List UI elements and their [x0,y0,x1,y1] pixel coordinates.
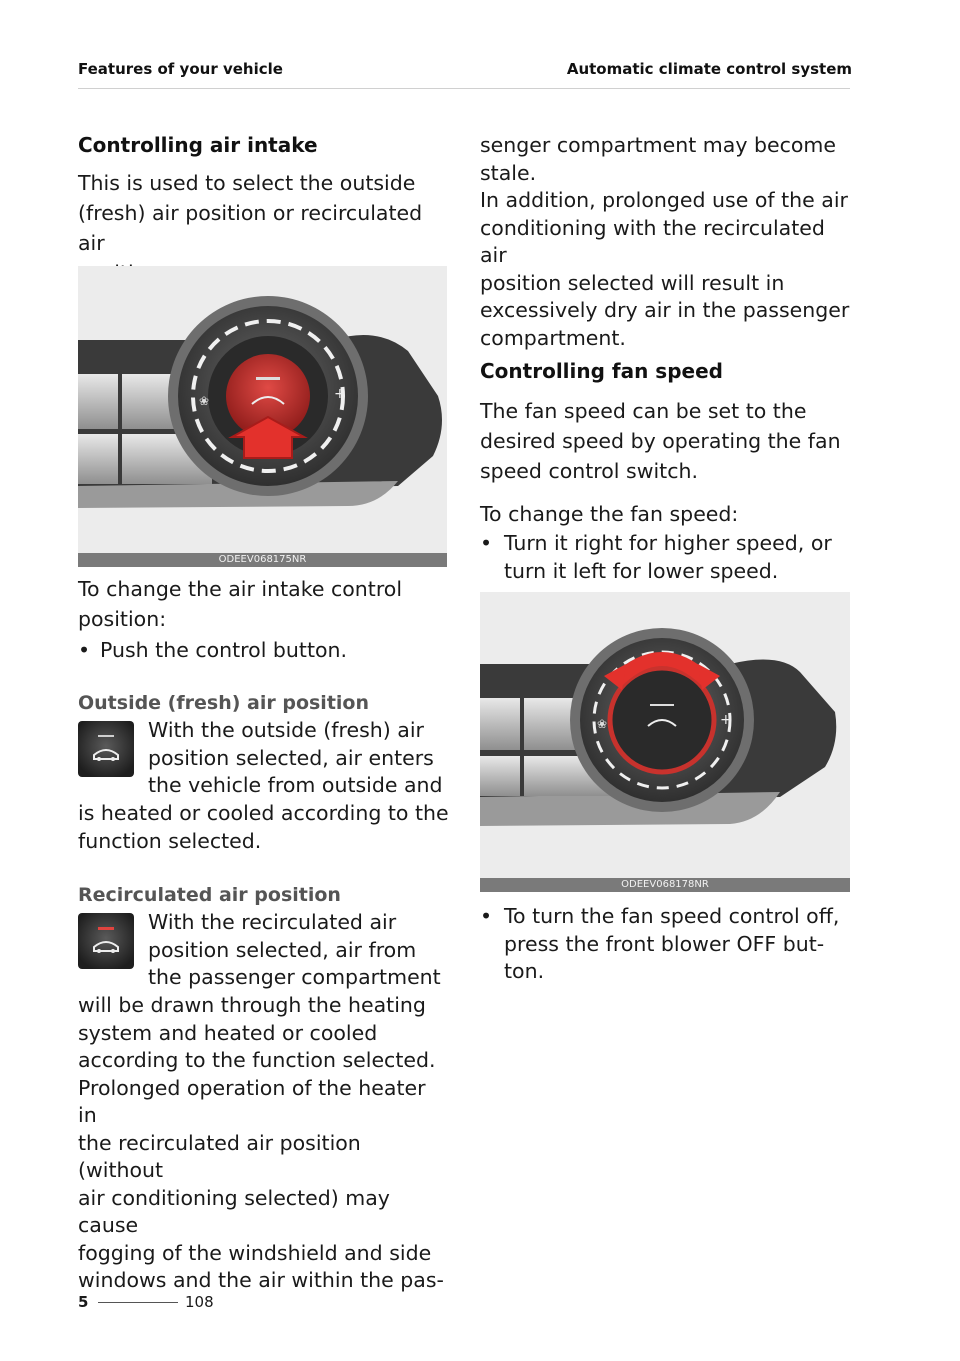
figure-air-intake-button [78,266,447,567]
text-line: the recirculated air position (without [78,1130,361,1182]
text-line: function selected. [78,828,262,853]
text-line: senger compartment may become [480,133,837,157]
outside-air-text-indented [148,717,448,800]
text-line: desired speed by operating the fan [480,429,841,453]
text-line: the passenger compartment [148,965,441,989]
climate-panel-illustration [78,266,447,567]
figure-fan-speed-knob [480,592,850,892]
text-line: (fresh) air position or recirculated air [78,201,423,255]
outside-air-text [78,800,450,855]
svg-text:❀: ❀ [597,717,608,731]
text-line: system and heated or cooled [78,1020,378,1045]
section-title-air-intake: Controlling air intake [78,133,318,157]
text-line: position: [78,607,167,631]
header-chapter-title: Automatic climate control system [566,60,852,78]
footer-chapter-number: 5 [78,1293,89,1311]
figure-caption: ODEEV068175NR [78,553,447,567]
text-line: speed control switch. [480,459,698,483]
text-line: turn it left for lower speed. [504,558,779,583]
text-line: The fan speed can be set to the [480,399,807,423]
text-line: will be drawn through the heating [78,993,426,1017]
text-line: In addition, prolonged use of the air [480,188,848,212]
bullet-icon: • [78,638,91,662]
fresh-air-button-icon [78,721,134,777]
text-line: stale. [480,160,537,185]
outside-air-title: Outside (fresh) air position [78,692,369,714]
text-line: the vehicle from outside and [148,773,443,797]
text-line: is heated or cooled according to the [78,801,449,825]
section-title-fan-speed: Controlling fan speed [480,359,723,383]
header-divider [78,88,850,89]
text-line: compartment. [480,325,626,350]
bullet-push-button [78,636,448,665]
svg-text:❀: ❀ [199,394,210,408]
text-line: With the recirculated air [148,910,397,934]
text-line: position selected will result in [480,270,785,295]
text-line: press the front blower OFF but- [504,931,825,956]
svg-text:+: + [334,386,346,402]
svg-text:+: + [720,712,732,728]
text-line: To turn the fan speed control off, [504,904,840,928]
bullet-fan-off [480,903,855,986]
recirculated-air-button-icon [78,913,134,969]
bullet-icon: • [480,904,493,928]
header-section-title: Features of your vehicle [78,60,283,78]
text-line: Prolonged operation of the heater in [78,1075,426,1127]
bullet-icon: • [480,531,493,555]
text-line: fogging of the windshield and side [78,1240,432,1265]
text-line: This is used to select the outside [78,171,416,195]
fan-speed-intro [480,396,855,486]
bullet-fan-direction [480,530,855,585]
recirc-text-indented [148,909,448,992]
text-line: air conditioning selected) may cause [78,1185,390,1237]
recirc-continued-text [480,132,855,352]
text-line: Turn it right for higher speed, or [504,531,832,555]
text-line: excessively dry air in the passenger [480,298,850,322]
text-line: With the outside (fresh) air [148,718,424,742]
recirculated-air-title: Recirculated air position [78,884,341,906]
text-line: To change the air intake control [78,577,403,601]
text-line: windows and the air within the pas- [78,1268,444,1292]
fan-knob-illustration [480,592,850,892]
text-line: conditioning with the recirculated air [480,215,825,267]
text-line: position selected, air enters [148,745,434,770]
footer-divider [98,1302,178,1303]
fan-change-text: To change the fan speed: [480,502,739,526]
recirc-text [78,992,450,1295]
text-line: according to the function selected. [78,1048,436,1072]
figure-caption: ODEEV068178NR [480,878,850,892]
change-intake-text [78,574,448,634]
text-line: ton. [504,959,545,983]
bullet-text: Push the control button. [100,638,348,662]
footer-page-number: 108 [185,1293,214,1311]
text-line: position selected, air from [148,937,417,962]
